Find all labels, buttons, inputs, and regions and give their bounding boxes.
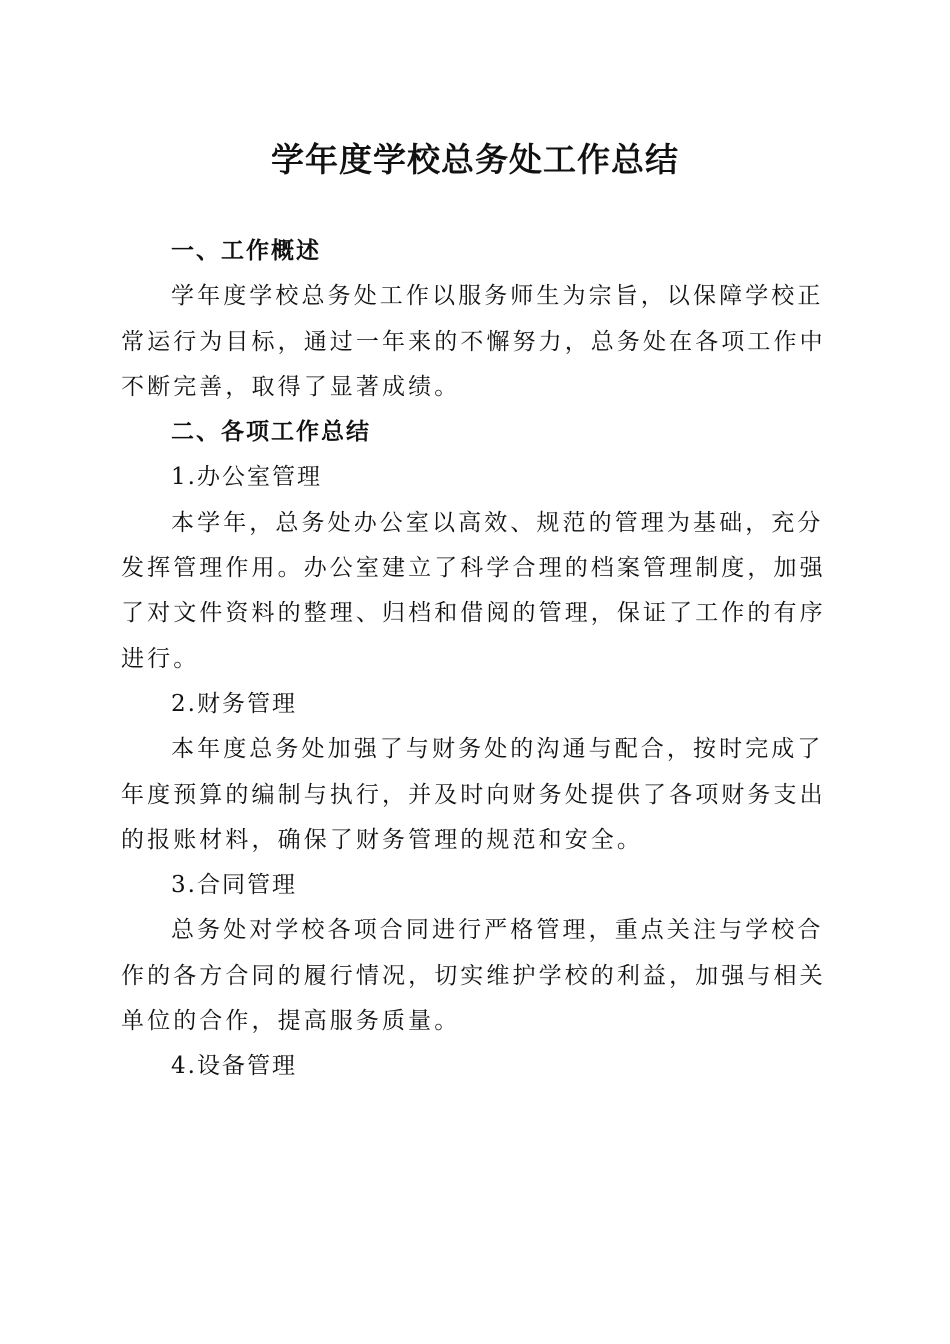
paragraph-line: 总务处对学校各项合同进行严格管理，重点关注与学校合 <box>171 917 824 944</box>
paragraph-line: 发挥管理作用。办公室建立了科学合理的档案管理制度，加强 <box>121 555 826 582</box>
paragraph-line: 年度预算的编制与执行，并及时向财务处提供了各项财务支出 <box>121 781 826 808</box>
paragraph-line: 不断完善，取得了显著成绩。 <box>121 373 461 400</box>
paragraph-line: 学年度学校总务处工作以服务师生为宗旨，以保障学校正 <box>171 283 824 310</box>
subsection-title: 3.合同管理 <box>171 872 297 899</box>
paragraph-line: 了对文件资料的整理、归档和借阅的管理，保证了工作的有序 <box>121 600 826 627</box>
paragraph-line: 进行。 <box>121 645 200 672</box>
paragraph-line: 单位的合作，提高服务质量。 <box>121 1008 461 1035</box>
section-heading: 二、各项工作总结 <box>171 419 371 446</box>
paragraph-line: 作的各方合同的履行情况，切实维护学校的利益，加强与相关 <box>121 962 826 989</box>
subsection-title: 2.财务管理 <box>171 690 297 717</box>
document-title: 学年度学校总务处工作总结 <box>271 140 679 179</box>
document-body <box>121 229 826 1090</box>
subsection-title: 1.办公室管理 <box>171 464 322 491</box>
paragraph-line: 常运行为目标，通过一年来的不懈努力，总务处在各项工作中 <box>121 328 826 355</box>
paragraph-line: 本学年，总务处办公室以高效、规范的管理为基础，充分 <box>171 509 824 536</box>
section-heading: 一、工作概述 <box>171 238 321 264</box>
paragraph-line: 的报账材料，确保了财务管理的规范和安全。 <box>121 826 643 853</box>
paragraph-line: 本年度总务处加强了与财务处的沟通与配合，按时完成了 <box>171 736 824 763</box>
subsection-title: 4.设备管理 <box>171 1053 297 1080</box>
